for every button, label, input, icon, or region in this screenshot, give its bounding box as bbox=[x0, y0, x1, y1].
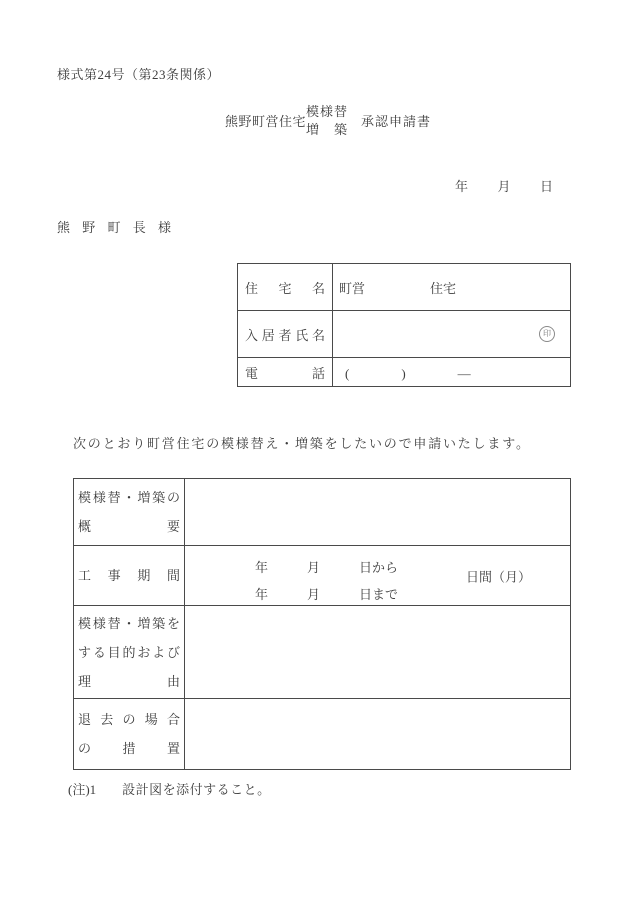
footnote bbox=[68, 779, 271, 798]
purpose-value bbox=[185, 606, 571, 699]
period-label bbox=[74, 546, 185, 606]
purpose-row bbox=[74, 606, 571, 699]
purpose-label-line3: 理由 bbox=[78, 673, 180, 689]
period-label-line1: 工事期間 bbox=[78, 568, 180, 583]
housing-name-value: 町営 住宅 bbox=[333, 264, 571, 311]
document-title bbox=[225, 103, 431, 138]
addressee: 熊野町長様 bbox=[57, 220, 171, 235]
period-to: 年 月 日まで bbox=[255, 587, 399, 602]
footnote-text: 設計図を添付すること。 bbox=[122, 782, 271, 797]
vacate-label bbox=[74, 699, 185, 770]
housing-name-label: 住宅名 bbox=[238, 264, 333, 311]
resident-name-row bbox=[238, 311, 571, 358]
summary-label-line2: 概要 bbox=[78, 519, 180, 534]
vacate-label-line2: の措置 bbox=[78, 741, 180, 756]
period-duration: 日間（月） bbox=[465, 569, 531, 584]
summary-value bbox=[185, 479, 571, 546]
vacate-row bbox=[74, 699, 571, 770]
seal-character: 印 bbox=[543, 329, 551, 338]
title-option-extension: 増 築 bbox=[306, 121, 349, 137]
resident-name-label: 入居者氏名 bbox=[238, 311, 333, 358]
date-line: 年月日 bbox=[455, 179, 553, 194]
purpose-label-line1: 模様替・増築を bbox=[78, 615, 180, 631]
purpose-label bbox=[74, 606, 185, 699]
purpose-label-line2: する目的および bbox=[78, 644, 180, 660]
application-statement: 次のとおり町営住宅の模様替え・増築をしたいので申請いたします。 bbox=[73, 436, 531, 451]
housing-name-row bbox=[238, 264, 571, 311]
applicant-table bbox=[237, 263, 571, 387]
phone-value: ( ) ― bbox=[333, 358, 571, 387]
vacate-label-line1: 退去の場合 bbox=[78, 712, 180, 727]
summary-row bbox=[74, 479, 571, 546]
summary-label-line1: 模様替・増築の bbox=[78, 490, 180, 505]
form-number: 様式第24号（第23条関係） bbox=[57, 67, 221, 82]
title-option-stack bbox=[306, 103, 348, 138]
vacate-value bbox=[185, 699, 571, 770]
phone-label: 電話 bbox=[238, 358, 333, 387]
resident-name-value bbox=[333, 311, 571, 358]
footnote-number: (注)1 bbox=[68, 782, 97, 797]
period-from: 年 月 日から bbox=[255, 560, 399, 575]
title-option-remodel: 模様替 bbox=[306, 104, 349, 119]
detail-table bbox=[73, 478, 571, 770]
summary-label bbox=[74, 479, 185, 546]
seal-icon bbox=[539, 326, 555, 342]
period-row bbox=[74, 546, 571, 606]
period-value bbox=[185, 546, 571, 606]
title-housing-name: 熊野町営住宅 bbox=[225, 114, 307, 129]
phone-row bbox=[238, 358, 571, 387]
title-suffix: 承認申請書 bbox=[361, 114, 432, 129]
